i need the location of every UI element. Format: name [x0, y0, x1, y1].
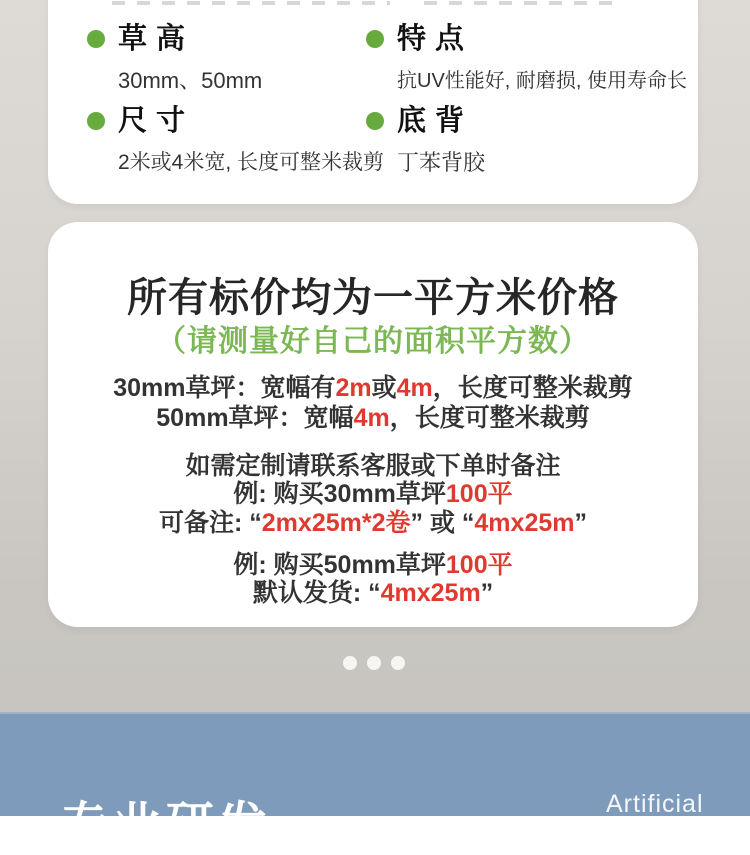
clipped-text-remnant [112, 1, 390, 5]
width-value: 4m [353, 404, 390, 432]
spec-label: 特点 [397, 23, 474, 55]
width-value: 2m [335, 374, 372, 402]
bullet-dot-icon [366, 30, 384, 48]
bullet-dot-icon [87, 112, 105, 130]
carousel-dots [343, 656, 405, 670]
carousel-dot[interactable] [343, 656, 357, 670]
quantity-value: 100平 [445, 480, 513, 508]
spec-item-size [87, 104, 387, 176]
example-line-50mm: 例: 购买50mm草坪100平 [233, 551, 513, 579]
quantity-value: 100平 [445, 551, 513, 579]
spec-line-30mm: 30mm草坪：宽幅有2m或4m，长度可整米裁剪 [113, 374, 633, 402]
spec-value: 丁苯背胶 [397, 150, 486, 175]
custom-note-line: 如需定制请联系客服或下单时备注 [185, 452, 561, 480]
spec-value: 30mm、50mm [118, 68, 263, 93]
example-line-30mm: 例: 购买30mm草坪100平 [233, 480, 513, 508]
bullet-dot-icon [87, 30, 105, 48]
spec-card [48, 0, 698, 204]
spec-label: 底背 [397, 105, 474, 137]
spec-value: 2米或4米宽, 长度可整米裁剪 [118, 151, 385, 174]
remark-line-30mm: 可备注: “2mx25m*2卷” 或 “4mx25m” [159, 509, 587, 537]
clipped-text-remnant [424, 1, 624, 5]
bullet-dot-icon [366, 112, 384, 130]
price-card-title: 所有标价均为一平方米价格 [127, 276, 619, 320]
width-value: 4m [396, 374, 433, 402]
footer-heading: 专业研发 [60, 799, 273, 852]
carousel-dot[interactable] [391, 656, 405, 670]
default-shipping-line: 默认发货: “4mx25m” [252, 579, 494, 607]
spec-label: 尺寸 [118, 105, 195, 137]
footer-banner [0, 712, 750, 852]
remark-option: 4mx25m [474, 509, 575, 537]
price-notice-card [48, 222, 698, 627]
footer-watermark-text: Artificial [606, 790, 704, 818]
spec-label: 草高 [118, 23, 195, 55]
spec-item-features [366, 22, 686, 93]
default-size-value: 4mx25m [380, 579, 481, 607]
remark-option: 2mx25m*2卷 [261, 509, 411, 537]
spec-value: 抗UV性能好, 耐磨损, 使用寿命长 [397, 70, 688, 92]
carousel-dot[interactable] [367, 656, 381, 670]
spec-item-backing [366, 104, 686, 177]
price-card-subtitle: （请测量好自己的面积平方数） [156, 325, 590, 358]
spec-line-50mm: 50mm草坪：宽幅4m，长度可整米裁剪 [156, 404, 590, 432]
spec-item-grass-height [87, 22, 387, 95]
